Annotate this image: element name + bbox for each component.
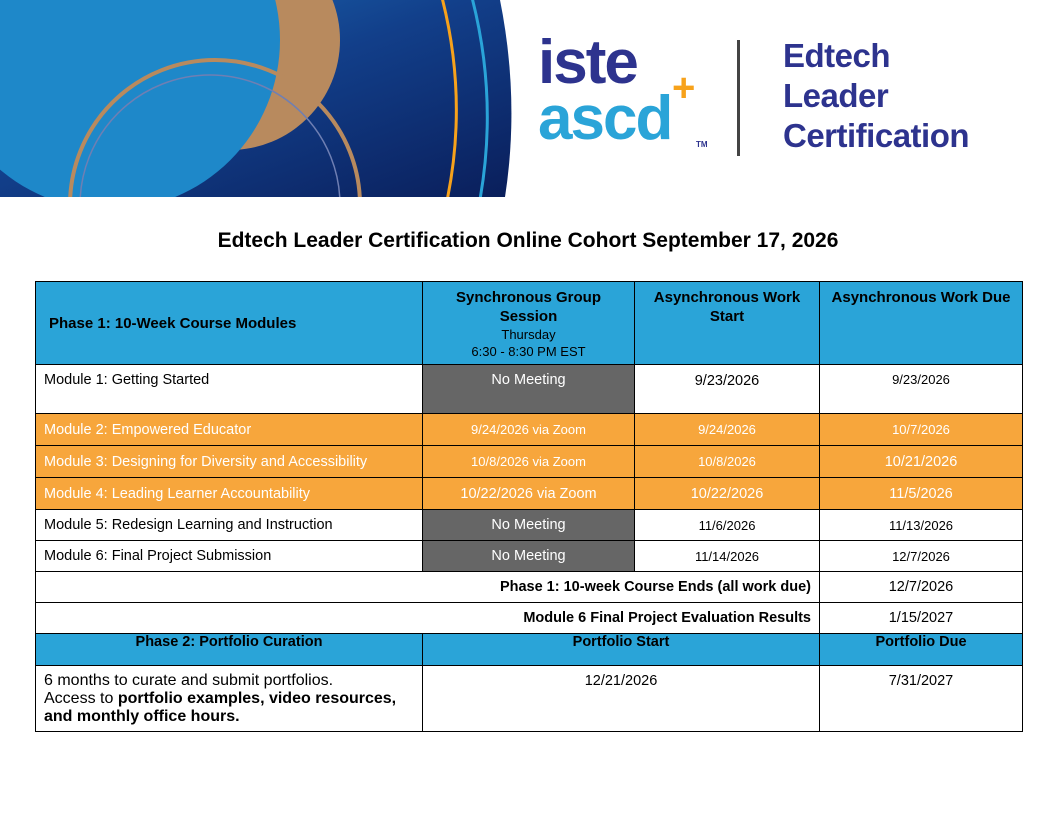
brand-title-line: Edtech: [783, 37, 891, 74]
header-banner: [0, 0, 1056, 197]
phase2-note-access: Access to: [44, 690, 118, 707]
async-due-cell: 10/7/2026: [820, 414, 1023, 446]
async-start-cell: 9/24/2026: [635, 414, 820, 446]
summary-row: [36, 603, 1023, 634]
phase2-header-row: [36, 634, 1023, 666]
session-cell: 10/8/2026 via Zoom: [423, 446, 635, 478]
async-start-cell: 9/23/2026: [635, 365, 820, 414]
header-async-start-label: Asynchronous Work Start: [653, 289, 801, 325]
session-cell: No Meeting: [423, 510, 635, 541]
logo-iste-text: iste: [538, 28, 637, 97]
session-cell: 9/24/2026 via Zoom: [423, 414, 635, 446]
async-due-cell: 9/23/2026: [820, 365, 1023, 414]
header-phase: Phase 1: 10-Week Course Modules: [36, 282, 423, 365]
document-title: Edtech Leader Certification Online Cohort September 17, 2026: [217, 229, 839, 252]
logo-divider: [737, 40, 740, 156]
module-name: Module 5: Redesign Learning and Instruction: [36, 510, 423, 541]
logo-plus-icon: +: [672, 66, 696, 110]
async-due-cell: 12/7/2026: [820, 541, 1023, 572]
iste-ascd-logo: [538, 28, 708, 158]
summary-label: Module 6 Final Project Evaluation Results: [36, 603, 820, 634]
async-due-cell: 10/21/2026: [820, 446, 1023, 478]
session-cell: 10/22/2026 via Zoom: [423, 478, 635, 510]
summary-label: Phase 1: 10-week Course Ends (all work due): [36, 572, 820, 603]
table-row: [36, 365, 1023, 414]
summary-row: [36, 572, 1023, 603]
session-cell: No Meeting: [423, 365, 635, 414]
phase2-start-date: 12/21/2026: [423, 666, 820, 732]
phase2-note-plain: 6 months to curate and submit portfolios.: [44, 672, 334, 689]
async-start-cell: 11/6/2026: [635, 510, 820, 541]
table-row: [36, 541, 1023, 572]
async-due-cell: 11/5/2026: [820, 478, 1023, 510]
logo-trademark: TM: [696, 140, 708, 149]
module-name: Module 4: Leading Learner Accountability: [36, 478, 423, 510]
module-name: Module 1: Getting Started: [36, 365, 423, 414]
brand-title-line: Certification: [783, 117, 970, 154]
logo-ascd-text: ascd: [538, 84, 672, 153]
async-start-cell: 11/14/2026: [635, 541, 820, 572]
header-sync-day: Thursday: [501, 327, 556, 342]
header-async-due: [820, 282, 1023, 365]
phase2-note: [36, 666, 423, 732]
phase2-row: [36, 666, 1023, 732]
header-async-start: [635, 282, 820, 365]
session-cell: No Meeting: [423, 541, 635, 572]
phase2-title: Phase 2: Portfolio Curation: [36, 634, 423, 666]
table-row: [36, 478, 1023, 510]
async-start-cell: 10/22/2026: [635, 478, 820, 510]
brand-title-line: Leader: [783, 77, 889, 114]
phase2-due-header: Portfolio Due: [820, 634, 1023, 666]
schedule-table: [35, 281, 1023, 732]
table-header-row: [36, 282, 1023, 365]
header-async-due-label: Asynchronous Work Due: [831, 289, 1011, 306]
phase2-due-date: 7/31/2027: [820, 666, 1023, 732]
header-sync-session: [423, 282, 635, 365]
header-sync-title: Synchronous Group Session: [455, 289, 601, 325]
async-start-cell: 10/8/2026: [635, 446, 820, 478]
table-row: [36, 446, 1023, 478]
module-name: Module 3: Designing for Diversity and Accessibility: [36, 446, 423, 478]
summary-date: 12/7/2026: [820, 572, 1023, 603]
table-row: [36, 510, 1023, 541]
summary-date: 1/15/2027: [820, 603, 1023, 634]
async-due-cell: 11/13/2026: [820, 510, 1023, 541]
module-name: Module 6: Final Project Submission: [36, 541, 423, 572]
phase2-note-bold: portfolio examples, video resources, and monthly office hours.: [44, 690, 397, 725]
module-name: Module 2: Empowered Educator: [36, 414, 423, 446]
brand-title: [783, 36, 1043, 156]
header-sync-time: 6:30 - 8:30 PM EST: [471, 344, 586, 359]
phase2-start-header: Portfolio Start: [423, 634, 820, 666]
table-row: [36, 414, 1023, 446]
